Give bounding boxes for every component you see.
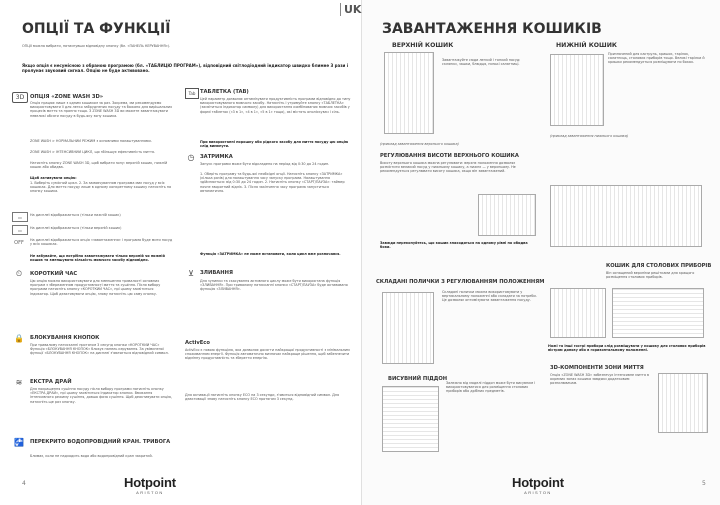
upper-height-warn: Завжди переконуйтесь, що кошик знаходиться на одному рівні по обидва боки. xyxy=(380,241,528,250)
lower-rack-heading: ВИСУВНИЙ ПІДДОН xyxy=(388,376,448,382)
water-off-text: Блимає, коли не надходить вода або водопровідний кран закритий. xyxy=(30,454,153,458)
delay-text: Запуск програми може бути відкладено на період від 0:30 до 24 годин. xyxy=(200,162,330,166)
cutlery-basket-heading: КОШИК ДЛЯ СТОЛОВИХ ПРИБОРІВ xyxy=(606,263,712,269)
cutlery-basket-text: Він оснащений верхніми решітками для кращого розміщення столових приборів. xyxy=(606,271,695,280)
short-time-heading: КОРОТКИЙ ЧАС xyxy=(30,271,78,277)
switch-off-heading: ЗЛИВАННЯ xyxy=(200,270,233,276)
upper-basket-caption: (приклад завантаження верхнього кошика) xyxy=(380,142,459,146)
brand-sub-right: ARISTON xyxy=(524,490,552,495)
zone-3d-image xyxy=(658,373,708,433)
language-code: UK xyxy=(340,3,361,16)
lower-rack-image xyxy=(382,386,439,452)
extra-dry-text: Для покращення сушіння посуду після вибору програми натисніть кнопку «ЕКСТРА ДРАЙ», прі цьому засвітиться індикатор кнопки. Вмикання інтенсивного режиму сушіння, довша фаза сушіння. Щоб деактивувати опцію, натисніть ще раз кнопку. xyxy=(30,387,173,404)
right-page-title: ЗАВАНТАЖЕННЯ КОШИКІВ xyxy=(382,21,602,37)
cutlery-basket-image xyxy=(550,288,606,338)
brand-name-left: Hotpoint xyxy=(124,475,176,490)
zone-wash-how-title: Щоб активувати опцію: xyxy=(30,176,77,180)
short-time-icon: ⏲ xyxy=(15,269,23,278)
switch-off-text: Для зупинки та скасування активного циклу може бути використана функція «ЗЛИВАННЯ». При тривалому натисканні кнопки «СТАРТ/ПАУЗА» буде активовано функцію «ЗЛИВАННЯ». xyxy=(200,279,348,292)
zone-wash-warning: Не забувайте, що потрібно завантажувати тільки верхній чи нижній кошик та зменшувати кількість миючого засобу відповідно. xyxy=(30,254,165,263)
lower-basket-caption: (приклад завантаження нижнього кошика) xyxy=(550,134,629,138)
zone-wash-light-1: На дисплеї відображається (тільки нижній кошик) xyxy=(30,213,121,217)
delay-icon: ◷ xyxy=(187,152,195,162)
zone-wash-item-2: ZONE WASH > ІНТЕНСИВНИЙ ЦИКЛ, що збільшує ефективність миття. xyxy=(30,150,156,154)
lower-basket-heading: НИЖНІЙ КОШИК xyxy=(556,42,617,49)
brand-name-right: Hotpoint xyxy=(512,475,564,490)
zone-3d-text: Опція «ZONE WASH 3D» забезпечує інтенсивне миття в окремих зонах кошика завдяки додатковим розпилювачам. xyxy=(550,373,650,386)
upper-height-heading: РЕГУЛЮВАННЯ ВИСОТИ ВЕРХНЬОГО КОШИКА xyxy=(380,153,519,159)
lower-basket-text: Призначений для каструль, кришок, тарілок, салатниць, столових приборів тощо. Великі тарілки й кришки рекомендується розміщувати по боках. xyxy=(608,52,705,65)
drain-icon: ⊻ xyxy=(188,268,194,278)
upper-basket-text: Завантажуйте сюди легкий і тонкий посуд: склянки, чашки, блюдця, низькі салатниці. xyxy=(442,58,521,67)
zone-wash-item-1: ZONE WASH > НОРМАЛЬНИЙ РЕЖИМ з основними налаштуваннями. xyxy=(30,139,152,143)
zone-wash-text: Опція працює лише з одним кошиком за раз. Зокрема, ми рекомендуємо використовувати її для легко забруднених посуду та бажано для вирішальних процесів миття та прання тощо. З ZONE WASH 3D ви можете завантажувати невеликі обсяги посуду в будь-яку зону кошика. xyxy=(30,101,173,118)
zone-wash-light-2: На дисплеї відображається (тільки верхній кошик) xyxy=(30,226,122,230)
upper-basket-image xyxy=(384,52,434,134)
lower-rack-text: Залежно від моделі піддон може бути висувним і використовуватися для розміщення столових приборів або дрібних предметів. xyxy=(446,381,536,394)
upper-basket-icon: ▭ xyxy=(12,225,28,235)
zone-wash-icon: 3D xyxy=(12,92,28,103)
water-tap-icon: 🚰 xyxy=(14,437,24,447)
brand-logo-right xyxy=(512,475,564,495)
folding-shelves-image xyxy=(382,292,434,364)
child-lock-text: При тривалому натисканні протягом 3 секунд кнопки «КОРОТКИЙ ЧАС» Функція «БЛОКУВАННЯ КНОПОК» блокує панель керування. За увімкненої функції «БЛОКУВАННЯ КНОПОК» на дисплеї з'являється відповідний символ. xyxy=(30,343,169,356)
lower-basket-load-image xyxy=(550,185,702,247)
page-number-left: 4 xyxy=(22,480,26,487)
page-number-right: 5 xyxy=(702,480,706,487)
folding-shelves-heading: СКЛАДАНІ ПОЛИЧКИ З РЕГУЛЮВАННЯМ ПОЛОЖЕННЯМ xyxy=(376,279,545,285)
tab-heading: ТАБЛЕТКА (TAB) xyxy=(200,89,249,95)
folding-shelves-text: Складані полички можна використовувати у вертикальному положенні або складати за потреби. Це дозволяє оптимізувати завантаження посуду. xyxy=(442,290,537,303)
upper-height-text: Висоту верхнього кошика можна регулювати: верхнє положення дозволяє розмістити великий посуд у нижньому кошику, а нижнє — у верхньому. Не рекомендується регулювати висоту кошика, якщо він завантажений. xyxy=(380,161,516,174)
active-eco-text: ActivEco є новою функцією, яка дозволяє досягти найкращої продуктивності з мінімальним споживанням енергії. Функція автоматично визначає найкраще рішення, щоб забезпечити відмінну продуктивність та зберегти енергію. xyxy=(185,348,350,361)
right-page xyxy=(344,0,720,505)
both-baskets-icon: OFF xyxy=(14,240,24,246)
child-lock-heading: БЛОКУВАННЯ КНОПОК xyxy=(30,335,100,341)
extra-dry-icon: ≋ xyxy=(15,377,23,387)
brand-sub-left: ARISTON xyxy=(136,490,164,495)
zone-wash-light-3: На дисплеї відображається опція «завантаження» і програма буде мити посуд у всіх кошиках. xyxy=(30,238,173,247)
active-eco-steps: Для активації натисніть кнопку ECO на 3 секунди, з'явиться відповідний символ. Для деактивації знову натисніть кнопку ECO протягом 3 секунд. xyxy=(185,393,339,402)
zone-3d-heading: 3D-КОМПОНЕНТИ ЗОНИ МИТТЯ xyxy=(550,365,644,371)
extra-dry-heading: ЕКСТРА ДРАЙ xyxy=(30,379,72,385)
brand-logo-left xyxy=(124,475,176,495)
delay-footer: Функція «ЗАТРИМКА» не може встановити, коли цикл вже розпочався. xyxy=(200,252,341,256)
tablet-icon: Tab xyxy=(185,88,199,99)
page-title: ОПЦІЇ ТА ФУНКЦІЇ xyxy=(22,21,171,37)
lower-basket-image xyxy=(550,54,604,126)
cutlery-basket-warn: Ножі та інші гострі прибори слід розміщувати у кошику для столових приборів вістрям донизу або в горизонтальному положенні. xyxy=(548,344,706,353)
zone-wash-heading: ОПЦІЯ «ZONE WASH 3D» xyxy=(30,94,104,100)
zone-wash-steps: 1. Виберіть сумісний цикл. 2. За замовчуванням програма миє посуд у всіх кошиках. Для миття посуду лише в одному конкретному кошику натисніть на кнопку кошика. xyxy=(30,181,172,194)
delay-steps: 1. Оберіть програму та будь-які необхідні опції. Натисніть кнопку «ЗАТРИМКА» (кілька разів) для налаштування часу запуску програми. Налаштування здійснюється: від 0:30 до 24 годин. 2. Натисніть кнопку «СТАРТ/ПАУЗА»: таймер почне зворотний відлік. 3. Після закінчення часу програма запуститься автоматично. xyxy=(200,172,345,193)
lower-basket-icon: ▭ xyxy=(12,212,28,222)
water-off-heading: ПЕРЕКРИТО ВОДОПРОВІДНИЙ КРАН. ТРИВОГА xyxy=(30,439,171,445)
short-time-text: Цю опцію можна використовувати для зменшення тривалості основних програм з збереженням продуктивності миття та сушіння. Після вибору програми натисніть кнопку «КОРОТКИЙ ЧАС», прі цьому засвітиться індикатор. Щоб деактивувати опцію, знову натисніть цю саму кнопку. xyxy=(30,279,161,296)
page-subtitle: ОПЦІЇ можна вибрати, натиснувши відповідну кнопку (бл. «ПАНЕЛЬ КЕРУВАННЯ»). xyxy=(22,44,171,48)
height-adjust-image xyxy=(478,194,536,236)
upper-basket-heading: ВЕРХНІЙ КОШИК xyxy=(392,42,454,49)
tab-text: Цей параметр дозволяє оптимізувати продуктивність програми відповідно до типу використовуваного миючого засобу. Натисніть і утримуйте кнопку «ТАБЛЕТКА» (засвітиться індикатор символу) для використання комбінованих миючих засобів у формі таблеток («3 в 1», «4 в 1», «5 в 1» тощо), які містять ополіскувач і сіль. xyxy=(200,97,351,114)
tab-note: При використанні порошку або рідкого засобу для миття посуду цю опцію слід вимкнути. xyxy=(200,140,349,149)
lock-icon: 🔒 xyxy=(14,333,24,343)
active-eco-heading: ActivEco xyxy=(185,340,210,346)
delay-heading: ЗАТРИМКА xyxy=(200,154,233,160)
incompat-note: Якщо опція є несумісною з обраною програмою (бл. «ТАБЛИЦЮ ПРОГРАМ»), відповідний світлодіодний індикатор швидко блимне 3 рази і пролунає звуковий сигнал. Опцію не буде активовано. xyxy=(22,63,349,73)
zone-wash-item-3: Натисніть кнопку ZONE WASH 3D, щоб вибрати зону: верхній кошик, нижній кошик або обидва. xyxy=(30,161,168,170)
cutlery-basket-image-2 xyxy=(612,288,704,338)
